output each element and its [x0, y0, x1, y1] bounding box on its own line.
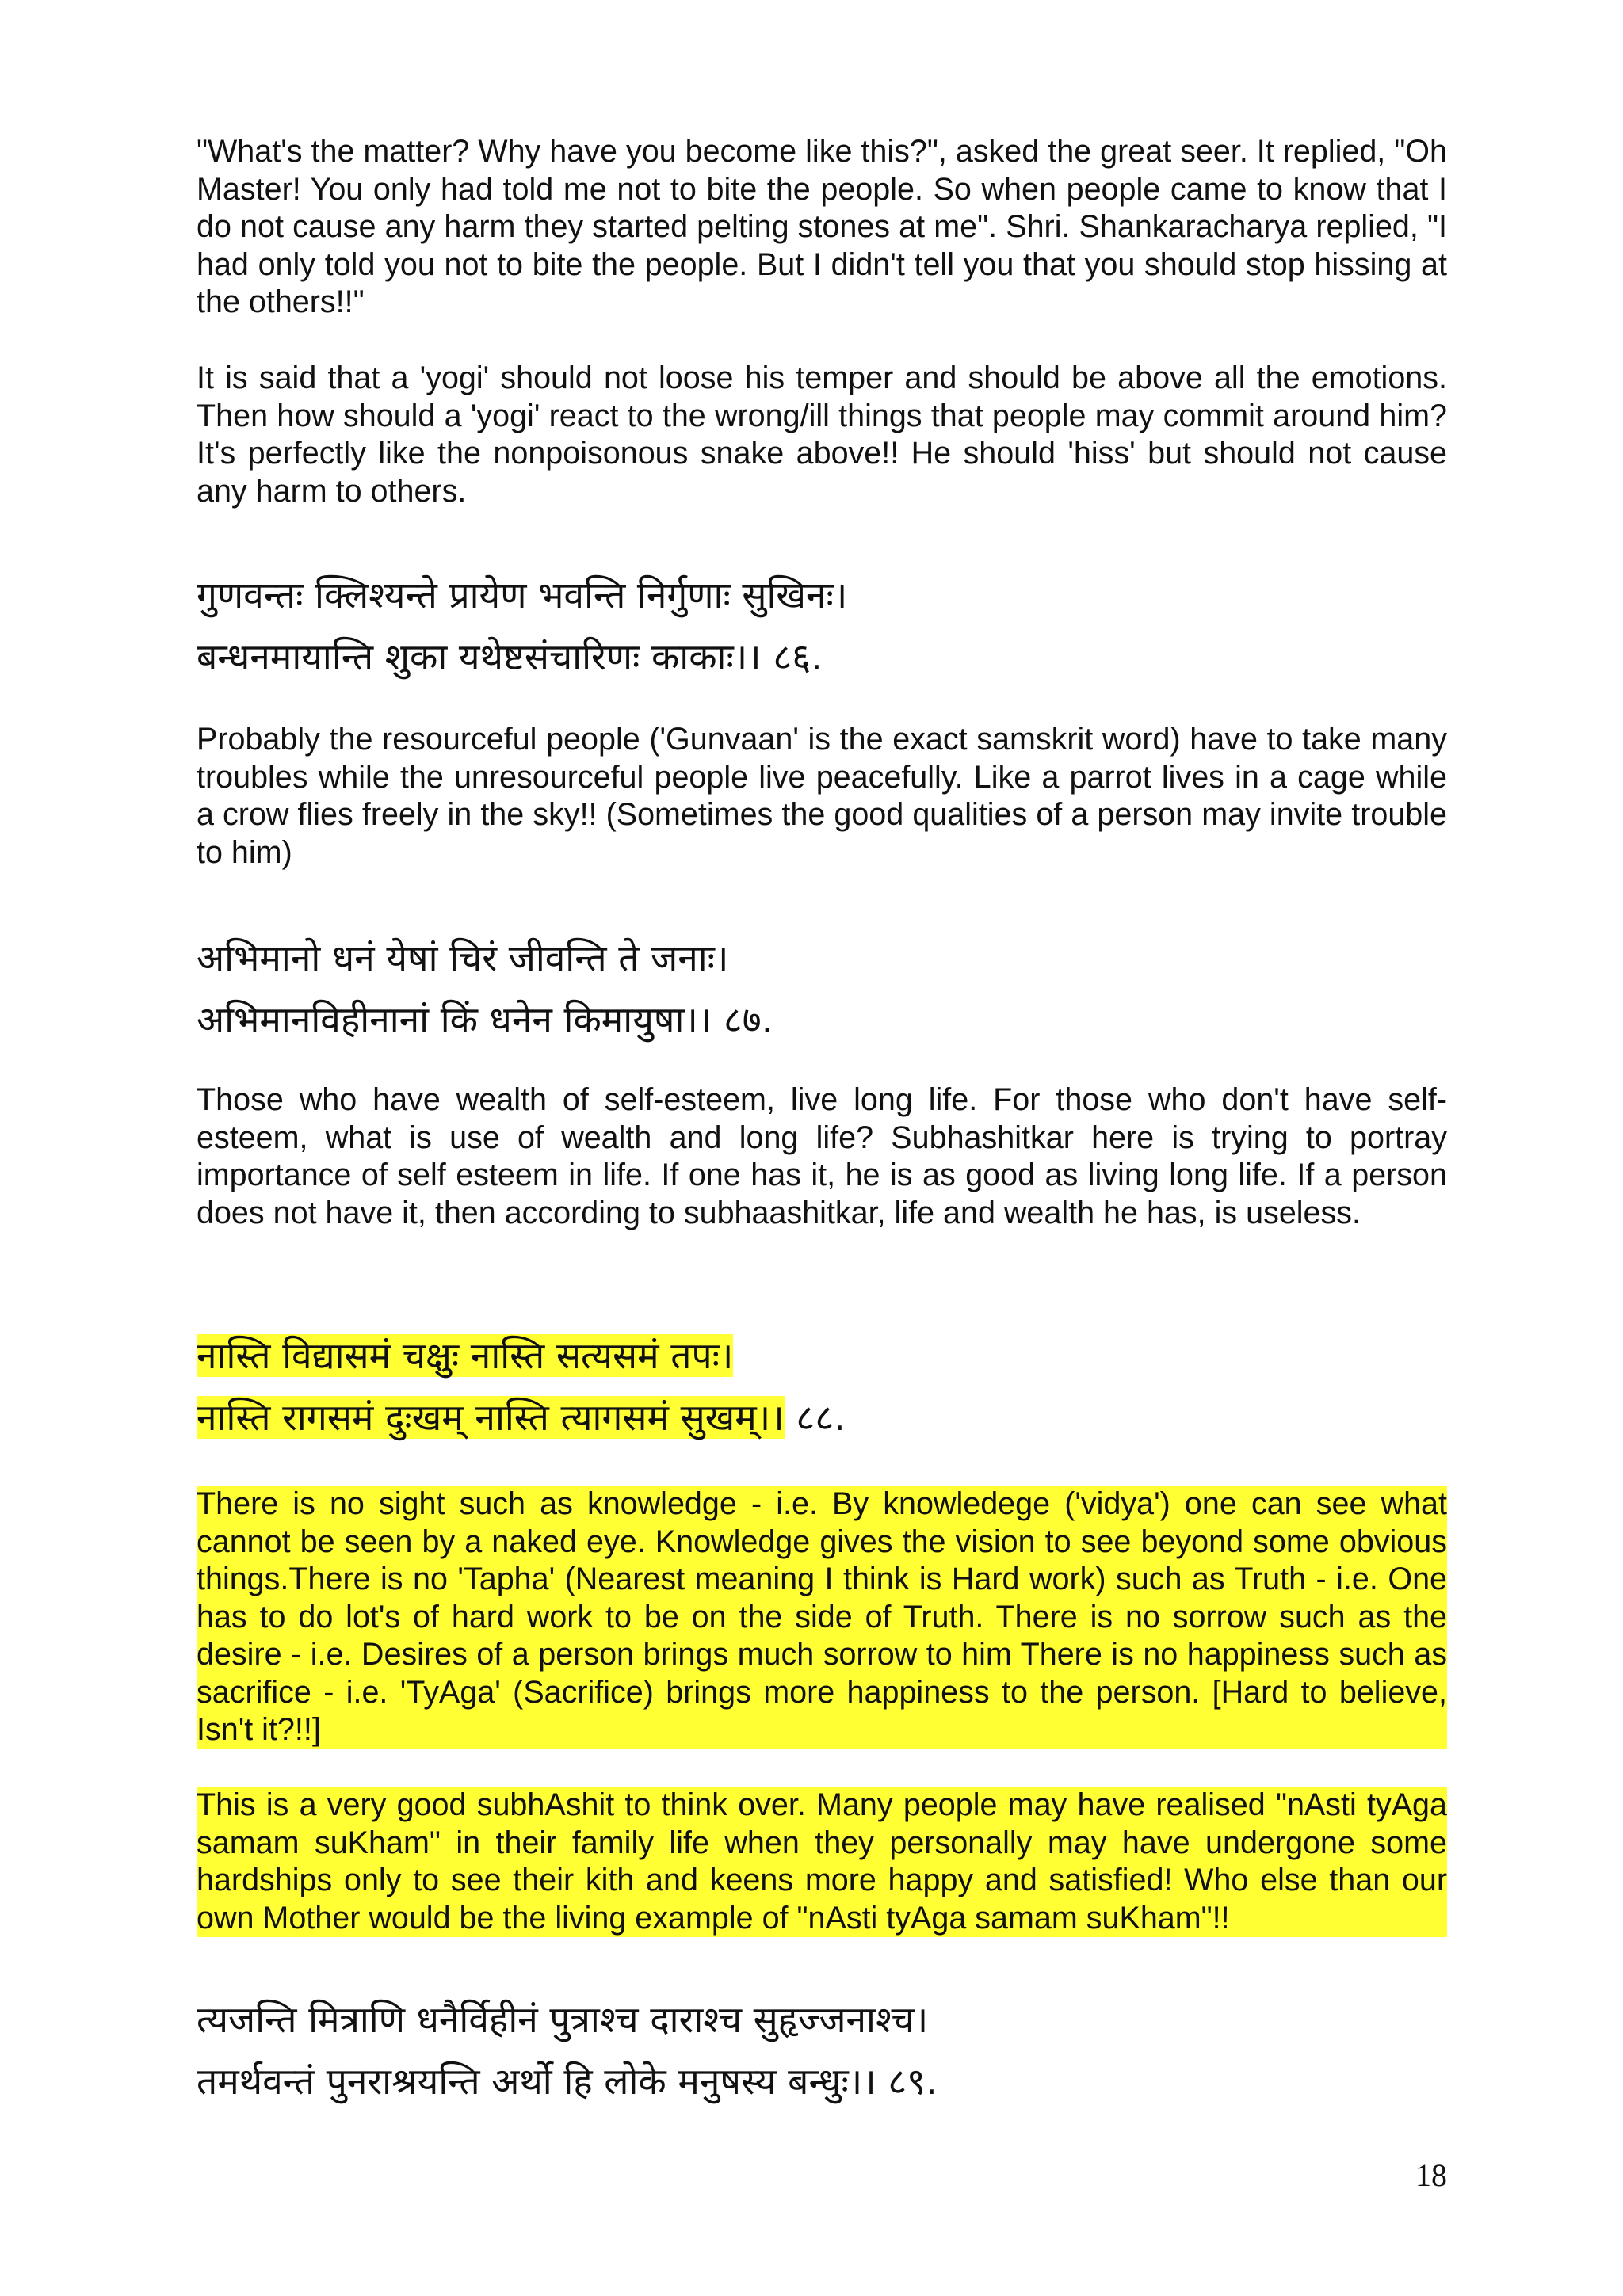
verse-88-line-1: नास्ति विद्यासमं चक्षुः नास्ति सत्यसमं तपः। — [197, 1334, 734, 1377]
paragraph-yogi: It is said that a 'yogi' should not loose his temper and should be above all the emotions. Then how should a 'yogi' react to the wrong/ill things that people may commit around him? It's perfectly like the nonpoisonous snake above!! He should 'hiss' but should not cause any harm to others. — [197, 360, 1447, 509]
paragraph-story-end: "What's the matter? Why have you become like this?", asked the great seer. It replied, "Oh Master! You only had told me not to bite the people. So when people came to know that I do not cause any harm they started pelting stones at me". Shri. Shankaracharya replied, "I had only told you not to bite the people. But I didn't tell you that you should stop hissing at the others!!" — [197, 134, 1447, 319]
paragraph-knowledge: There is no sight such as knowledge - i.e. By knowledege ('vidya') one can see what cannot be seen by a naked eye. Knowledge gives the vision to see beyond some obvious things.There is no 'Tapha' (Nearest meaning I think is Hard work) such as Truth - i.e. One has to do lot's of hard work to be on the side of Truth. There is no sorrow such as the desire - i.e. Desires of a person brings much sorrow to him There is no happiness such as sacrifice - i.e. 'TyAga' (Sacrifice) brings more happiness to the person. [Hard to believe, Isn't it?!!] — [197, 1486, 1447, 1749]
verse-89 — [197, 1989, 1447, 2112]
page-number: 18 — [1415, 2157, 1447, 2193]
verse-89-line-1: त्यजन्ति मित्राणि धनैर्विहीनं पुत्राश्च दाराश्च सुहृज्जनाश्च। — [197, 1998, 929, 2041]
verse-88-line-2: नास्ति रागसमं दुःखम् नास्ति त्यागसमं सुखम्।। — [197, 1396, 785, 1439]
verse-88-number: ८८. — [784, 1396, 846, 1439]
verse-86-line-2: बन्धनमायान्ति शुका यथेष्टसंचारिणः काकाः।। ८६. — [197, 635, 823, 678]
verse-86-line-1: गुणवन्तः क्लिश्यन्ते प्रायेण भवन्ति निर्गुणाः सुखिनः। — [197, 574, 848, 616]
paragraph-self-esteem: Those who have wealth of self-esteem, live long life. For those who don't have self-esteem, what is use of wealth and long life? Subhashitkar here is trying to portray importance of self esteem in life. If one has it, he is as good as living long life. If a person does not have it, then according to subhaashitkar, life and wealth he has, is useless. — [197, 1082, 1447, 1230]
verse-89-line-2: तमर्थवन्तं पुनराश्रयन्ति अर्थो हि लोके मनुषस्य बन्धुः।। ८९. — [197, 2060, 938, 2103]
verse-88 — [197, 1325, 1447, 1448]
paragraph-subhashit: This is a very good subhAshit to think over. Many people may have realised "nAsti tyAga samam suKham" in their family life when they personally may have undergone some hardships only to see their kith and keens more happy and satisfied! Who else than our own Mother would be the living example of "nAsti tyAga samam suKham"!! — [197, 1787, 1447, 1937]
paragraph-gunvaan: Probably the resourceful people ('Gunvaan' is the exact samskrit word) have to take many troubles while the unresourceful people live peacefully. Like a parrot lives in a cage while a crow flies freely in the sky!! (Sometimes the good qualities of a person may invite trouble to him) — [197, 722, 1447, 870]
verse-86 — [197, 564, 1447, 688]
verse-87-line-2: अभिमानविहीनानां किं धनेन किमायुषा।। ८७. — [197, 998, 773, 1041]
verse-87-line-1: अभिमानो धनं येषां चिरं जीवन्ति ते जनाः। — [197, 936, 729, 979]
verse-87 — [197, 927, 1447, 1051]
